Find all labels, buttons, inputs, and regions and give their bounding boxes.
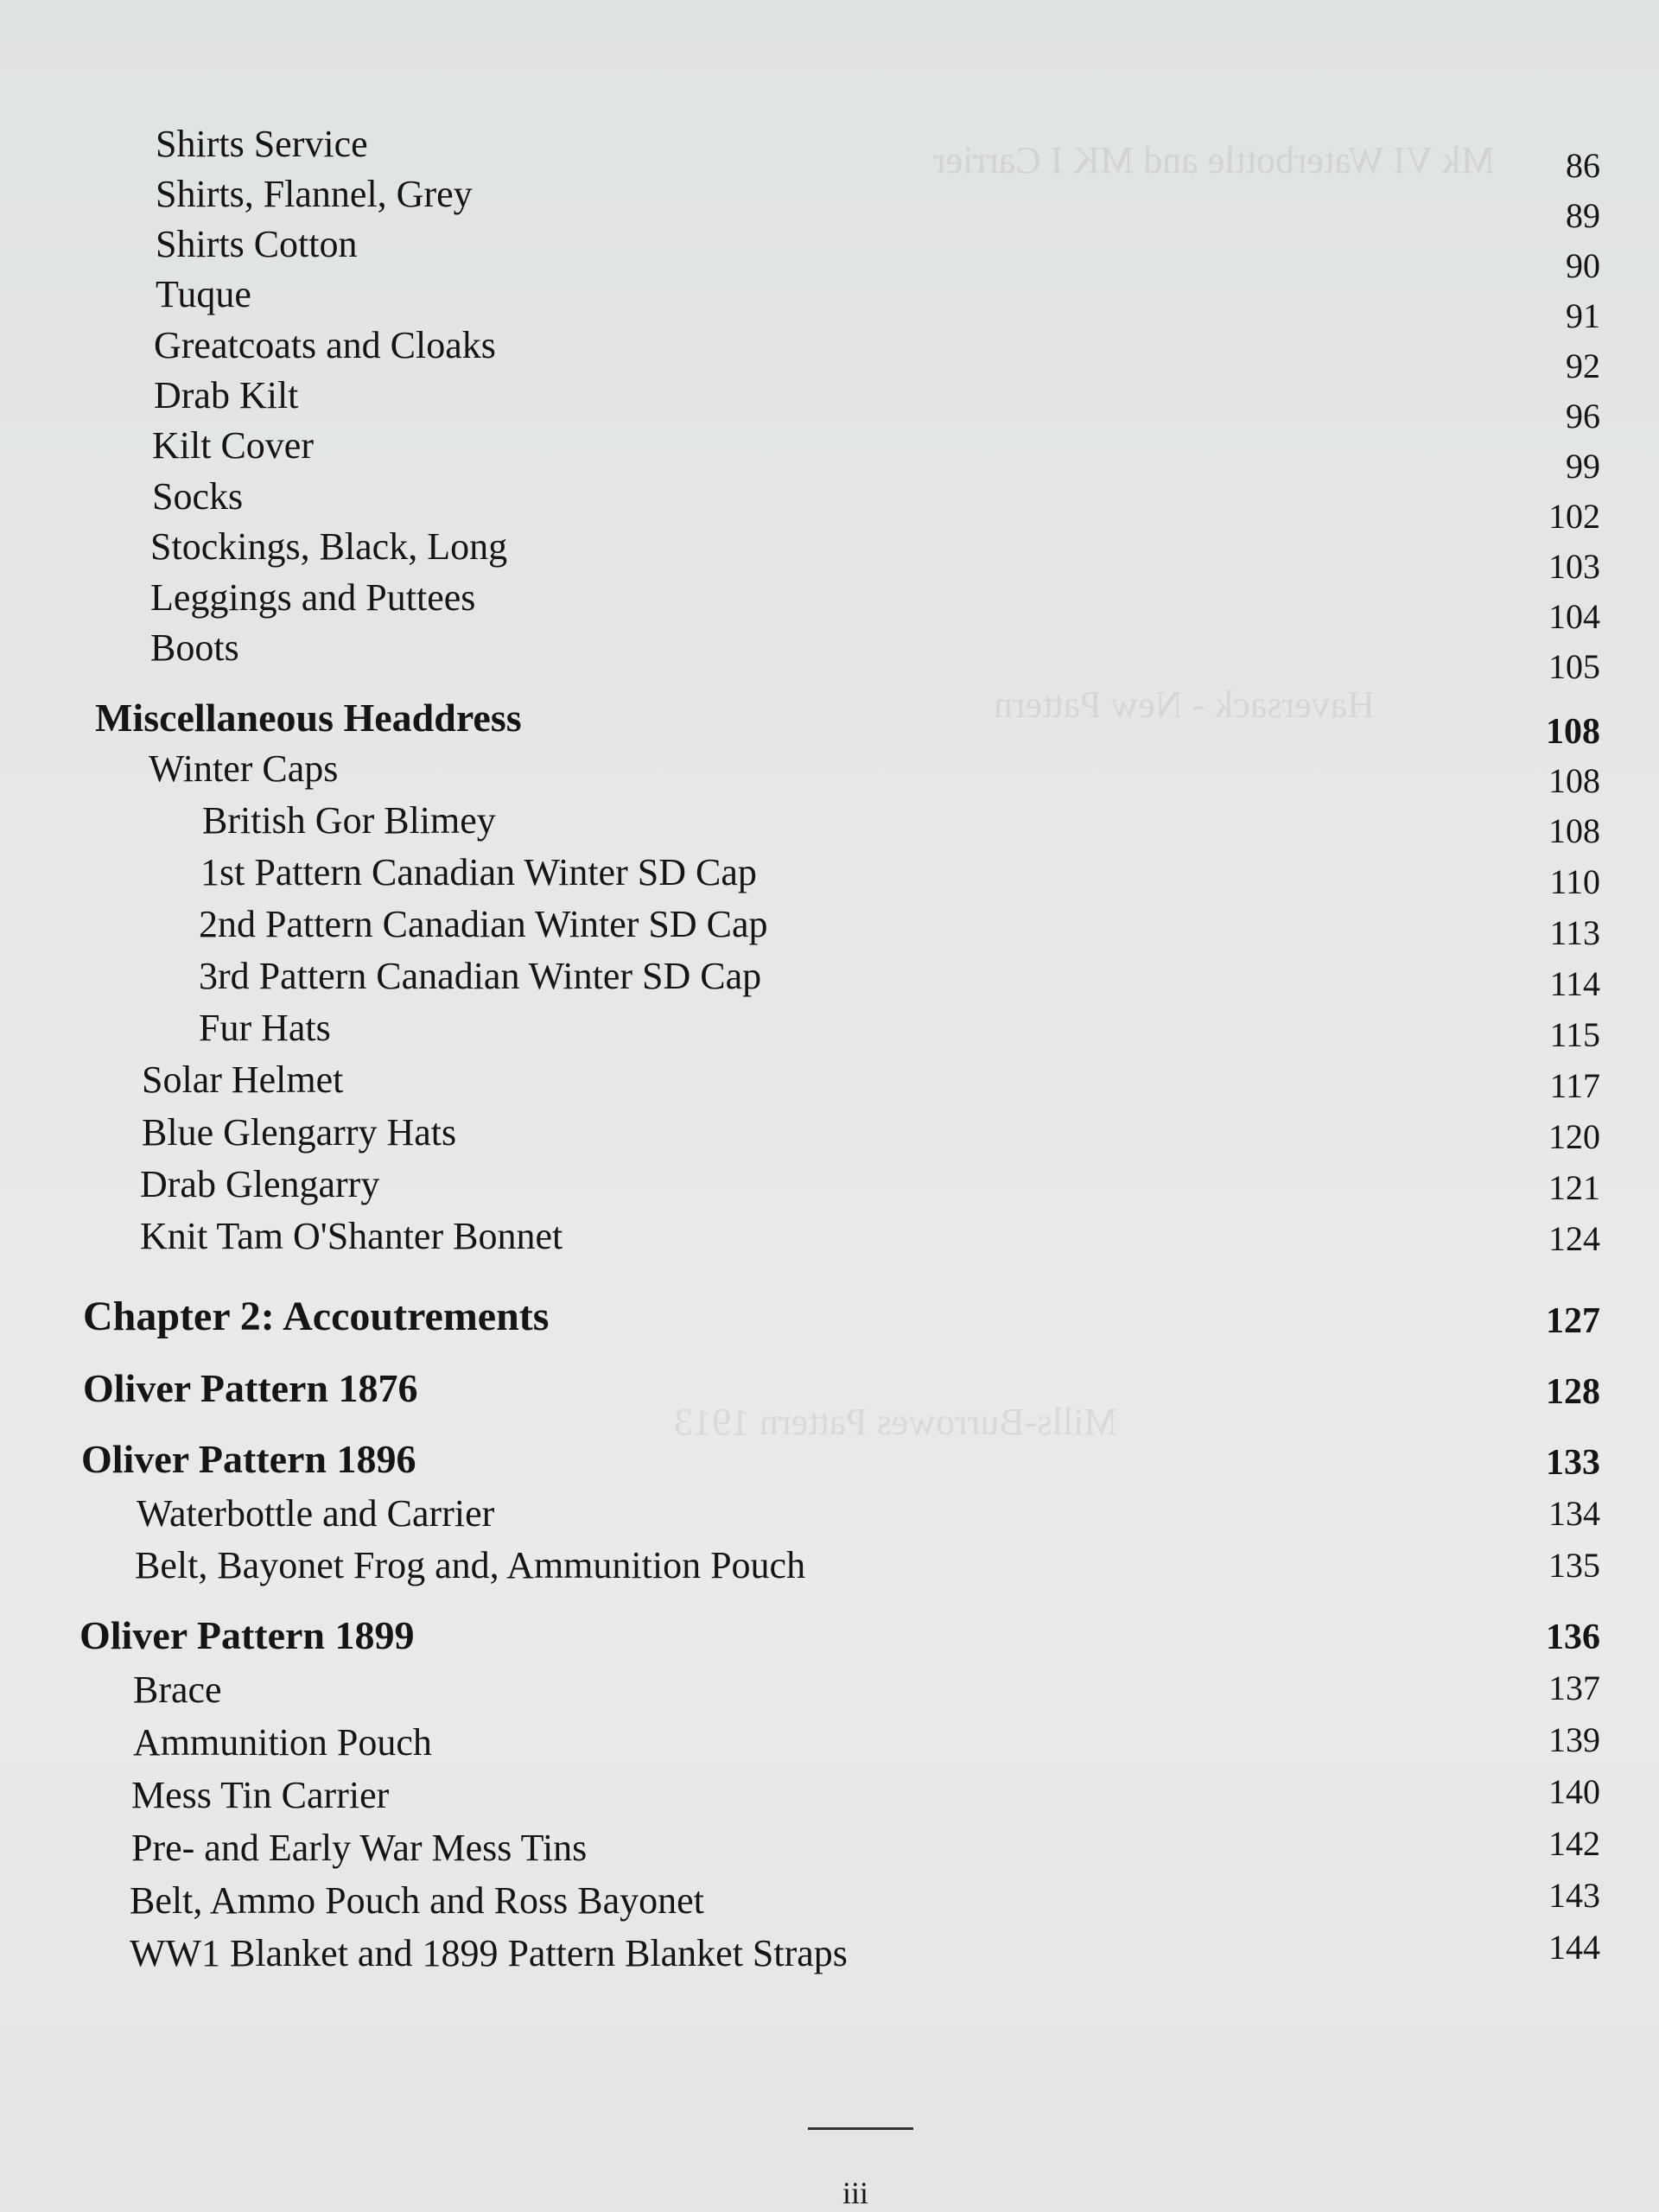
toc-entry-label: Belt, Bayonet Frog and, Ammunition Pouch bbox=[135, 1544, 806, 1586]
toc-entry-page: 142 bbox=[1548, 1824, 1600, 1863]
toc-entry-label: Shirts Service bbox=[156, 123, 368, 165]
toc-entry-label: WW1 Blanket and 1899 Pattern Blanket Straps bbox=[130, 1932, 848, 1974]
toc-entry-label: Drab Glengarry bbox=[140, 1163, 380, 1205]
toc-entry-page: 105 bbox=[1548, 647, 1600, 686]
toc-entry-page: 120 bbox=[1548, 1117, 1600, 1156]
toc-entry-label: Tuque bbox=[156, 273, 251, 315]
toc-subentry-label: Fur Hats bbox=[199, 1007, 331, 1049]
toc-entry-label: Belt, Ammo Pouch and Ross Bayonet bbox=[130, 1879, 704, 1922]
toc-entry-label: Solar Helmet bbox=[142, 1058, 344, 1101]
toc-entry-label: Leggings and Puttees bbox=[150, 576, 476, 619]
toc-section-page: 108 bbox=[1546, 712, 1600, 752]
toc-entry-page: 115 bbox=[1549, 1015, 1600, 1054]
toc-entry-label: Stockings, Black, Long bbox=[150, 525, 508, 568]
toc-entry-label: Blue Glengarry Hats bbox=[142, 1111, 457, 1154]
toc-entry-label: Mess Tin Carrier bbox=[131, 1774, 390, 1816]
bleed-through-text: Mk VI Waterbottle and MK I Carrier bbox=[933, 139, 1495, 181]
toc-entry-label: Waterbottle and Carrier bbox=[137, 1492, 495, 1535]
toc-section-heading: Miscellaneous Headdress bbox=[95, 696, 522, 740]
toc-entry-page: 143 bbox=[1548, 1876, 1600, 1915]
toc-entry-page: 137 bbox=[1548, 1669, 1600, 1707]
toc-entry-page: 140 bbox=[1548, 1772, 1600, 1811]
toc-section-heading: Oliver Pattern 1876 bbox=[83, 1366, 418, 1410]
toc-entry-page: 102 bbox=[1548, 497, 1600, 536]
chapter-heading: Chapter 2: Accoutrements bbox=[83, 1294, 550, 1339]
footer-rule bbox=[808, 2127, 913, 2130]
toc-section-page: 136 bbox=[1546, 1618, 1600, 1657]
toc-entry-page: 103 bbox=[1548, 547, 1600, 586]
bleed-through-text: Mills-Burrowes Pattern 1913 bbox=[674, 1401, 1118, 1443]
toc-entry-page: 144 bbox=[1548, 1928, 1600, 1967]
toc-entry-page: 91 bbox=[1566, 296, 1600, 335]
page-number: iii bbox=[842, 2176, 869, 2210]
toc-subentry-label: 1st Pattern Canadian Winter SD Cap bbox=[200, 851, 757, 893]
toc-section-heading: Oliver Pattern 1899 bbox=[79, 1613, 415, 1657]
toc-entry-page: 124 bbox=[1548, 1219, 1600, 1258]
toc-entry-label: Boots bbox=[150, 626, 239, 669]
toc-subentry-label: British Gor Blimey bbox=[202, 799, 496, 842]
toc-entry-page: 135 bbox=[1548, 1546, 1600, 1585]
toc-entry-page: 139 bbox=[1548, 1720, 1600, 1759]
toc-entry-page: 134 bbox=[1548, 1494, 1600, 1533]
toc-entry-page: 90 bbox=[1566, 246, 1600, 285]
toc-entry-page: 96 bbox=[1566, 397, 1600, 435]
toc-entry-label: Pre- and Early War Mess Tins bbox=[131, 1827, 588, 1869]
bleed-through-text: Haversack - New Pattern bbox=[994, 683, 1376, 726]
toc-entry-page: 114 bbox=[1549, 964, 1600, 1003]
toc-entry-label: Drab Kilt bbox=[154, 374, 299, 416]
toc-section-page: 133 bbox=[1546, 1443, 1600, 1483]
toc-entry-label: Socks bbox=[152, 475, 244, 518]
toc-entry-page: 104 bbox=[1548, 597, 1600, 636]
toc-entry-label: Knit Tam O'Shanter Bonnet bbox=[140, 1215, 563, 1257]
toc-section-heading: Oliver Pattern 1896 bbox=[81, 1437, 416, 1481]
toc-entry-label: Ammunition Pouch bbox=[133, 1721, 432, 1764]
toc-entry-label: Shirts, Flannel, Grey bbox=[156, 173, 473, 215]
toc-subentry-label: 2nd Pattern Canadian Winter SD Cap bbox=[199, 903, 768, 945]
toc-entry-page: 110 bbox=[1549, 862, 1600, 901]
toc-entry-label: Kilt Cover bbox=[152, 424, 314, 467]
toc-section-page: 128 bbox=[1546, 1372, 1600, 1412]
toc-entry-page: 108 bbox=[1548, 761, 1600, 800]
toc-entry-page: 117 bbox=[1549, 1066, 1600, 1105]
toc-entry-label: Winter Caps bbox=[149, 747, 339, 790]
chapter-page: 127 bbox=[1546, 1301, 1600, 1341]
toc-entry-page: 86 bbox=[1566, 146, 1600, 185]
toc-entry-page: 89 bbox=[1566, 196, 1600, 235]
toc-entry-page: 113 bbox=[1549, 913, 1600, 952]
toc-entry-page: 108 bbox=[1548, 811, 1600, 850]
toc-entry-label: Shirts Cotton bbox=[156, 223, 358, 265]
toc-entry-page: 92 bbox=[1566, 346, 1600, 385]
toc-entry-page: 99 bbox=[1566, 447, 1600, 486]
toc-entry-label: Greatcoats and Cloaks bbox=[154, 324, 496, 366]
toc-subentry-label: 3rd Pattern Canadian Winter SD Cap bbox=[199, 955, 762, 997]
toc-entry-page: 121 bbox=[1548, 1168, 1600, 1207]
toc-entry-label: Brace bbox=[133, 1669, 222, 1711]
